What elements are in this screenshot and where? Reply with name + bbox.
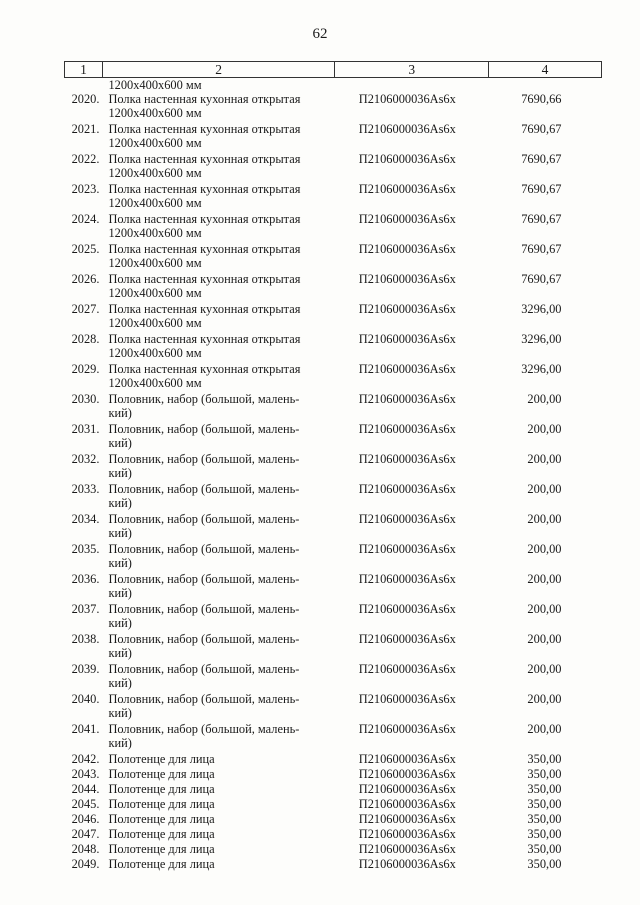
row-price: 7690,66 — [521, 92, 562, 106]
row-number: 2021. — [71, 122, 100, 136]
row-number: 2043. — [71, 767, 100, 781]
row-code: П2106000036Аs6х — [358, 512, 456, 526]
row-description — [102, 302, 334, 332]
table-row — [65, 212, 602, 242]
row-description — [102, 152, 334, 182]
table-row — [65, 362, 602, 392]
description-line: кий) — [108, 466, 132, 480]
table-row — [65, 692, 602, 722]
description-line: Полотенце для лица — [108, 797, 215, 811]
row-number: 2027. — [71, 302, 100, 316]
header-col-4: 4 — [489, 62, 602, 78]
row-description — [102, 782, 334, 797]
row-price: 350,00 — [527, 797, 562, 811]
description-line: Полотенце для лица — [108, 812, 215, 826]
row-description — [102, 572, 334, 602]
description-line: Полотенце для лица — [108, 827, 215, 841]
description-line: 1200x400x600 мм — [108, 286, 202, 300]
row-price: 7690,67 — [521, 122, 562, 136]
row-number: 2038. — [71, 632, 100, 646]
description-line: Полотенце для лица — [108, 782, 215, 796]
row-description — [102, 722, 334, 752]
items-table — [64, 61, 602, 872]
row-price: 200,00 — [527, 692, 562, 706]
description-line: 1200x400x600 мм — [108, 196, 202, 210]
description-line: кий) — [108, 556, 132, 570]
row-number: 2046. — [71, 812, 100, 826]
row-price: 200,00 — [527, 572, 562, 586]
row-description — [102, 422, 334, 452]
table-row — [65, 182, 602, 212]
row-description — [102, 752, 334, 767]
description-line: 1200x400x600 мм — [108, 346, 202, 360]
row-number: 2039. — [71, 662, 100, 676]
description-line: 1200x400x600 мм — [108, 316, 202, 330]
row-price: 200,00 — [527, 632, 562, 646]
row-number: 2036. — [71, 572, 100, 586]
row-price: 200,00 — [527, 452, 562, 466]
table-row — [65, 302, 602, 332]
row-number: 2044. — [71, 782, 100, 796]
description-line: кий) — [108, 406, 132, 420]
table-row — [65, 452, 602, 482]
description-line: 1200x400x600 мм — [108, 166, 202, 180]
row-number: 2037. — [71, 602, 100, 616]
row-code: П2106000036Аs6х — [358, 362, 456, 376]
row-code: П2106000036Аs6х — [358, 272, 456, 286]
description-line: 1200x400x600 мм — [108, 226, 202, 240]
table-row — [65, 482, 602, 512]
description-line: Половник, набор (большой, малень- — [108, 602, 300, 616]
row-price: 350,00 — [527, 767, 562, 781]
row-number: 2031. — [71, 422, 100, 436]
row-description — [102, 452, 334, 482]
row-number: 2042. — [71, 752, 100, 766]
description-line: Полка настенная кухонная открытая — [108, 362, 301, 376]
row-code: П2106000036Аs6х — [358, 212, 456, 226]
row-price: 350,00 — [527, 857, 562, 871]
description-line: 1200x400x600 мм — [108, 256, 202, 270]
row-price: 3296,00 — [521, 302, 562, 316]
description-line: Половник, набор (большой, малень- — [108, 422, 300, 436]
description-line: Полка настенная кухонная открытая — [108, 152, 301, 166]
row-number: 2025. — [71, 242, 100, 256]
continuation-text: 1200x400x600 мм — [108, 78, 202, 92]
row-description — [102, 602, 334, 632]
description-line: Половник, набор (большой, малень- — [108, 452, 300, 466]
table-row — [65, 602, 602, 632]
table-row — [65, 122, 602, 152]
description-line: кий) — [108, 436, 132, 450]
description-line: Полка настенная кухонная открытая — [108, 122, 301, 136]
table-row — [65, 842, 602, 857]
row-number: 2047. — [71, 827, 100, 841]
description-line: кий) — [108, 706, 132, 720]
row-code: П2106000036Аs6х — [358, 302, 456, 316]
description-line: Половник, набор (большой, малень- — [108, 692, 300, 706]
row-description — [102, 512, 334, 542]
description-line: Половник, набор (большой, малень- — [108, 482, 300, 496]
row-description — [102, 692, 334, 722]
row-code: П2106000036Аs6х — [358, 827, 456, 841]
row-number: 2022. — [71, 152, 100, 166]
row-description — [102, 797, 334, 812]
row-price: 200,00 — [527, 542, 562, 556]
description-line: Полка настенная кухонная открытая — [108, 302, 301, 316]
row-code: П2106000036Аs6х — [358, 767, 456, 781]
description-line: кий) — [108, 496, 132, 510]
row-description — [102, 182, 334, 212]
description-line: Половник, набор (большой, малень- — [108, 662, 300, 676]
row-code: П2106000036Аs6х — [358, 332, 456, 346]
description-line: Половник, набор (большой, малень- — [108, 572, 300, 586]
row-price: 200,00 — [527, 392, 562, 406]
description-line: Половник, набор (большой, малень- — [108, 632, 300, 646]
row-code: П2106000036Аs6х — [358, 92, 456, 106]
description-line: Половник, набор (большой, малень- — [108, 722, 300, 736]
description-line: кий) — [108, 676, 132, 690]
row-code: П2106000036Аs6х — [358, 422, 456, 436]
row-number: 2020. — [71, 92, 100, 106]
row-price: 7690,67 — [521, 182, 562, 196]
row-number: 2041. — [71, 722, 100, 736]
row-description — [102, 212, 334, 242]
row-price: 350,00 — [527, 752, 562, 766]
description-line: кий) — [108, 586, 132, 600]
description-line: Полка настенная кухонная открытая — [108, 332, 301, 346]
row-price: 200,00 — [527, 722, 562, 736]
row-description — [102, 542, 334, 572]
description-line: 1200x400x600 мм — [108, 136, 202, 150]
row-price: 7690,67 — [521, 152, 562, 166]
description-line: Полотенце для лица — [108, 842, 215, 856]
row-description — [102, 92, 334, 122]
row-code: П2106000036Аs6х — [358, 797, 456, 811]
row-code: П2106000036Аs6х — [358, 182, 456, 196]
table-row — [65, 152, 602, 182]
row-description — [102, 122, 334, 152]
row-code: П2106000036Аs6х — [358, 452, 456, 466]
row-number: 2030. — [71, 392, 100, 406]
row-price: 350,00 — [527, 812, 562, 826]
row-code: П2106000036Аs6х — [358, 812, 456, 826]
row-number: 2034. — [71, 512, 100, 526]
description-line: Полка настенная кухонная открытая — [108, 212, 301, 226]
description-line: 1200x400x600 мм — [108, 376, 202, 390]
row-price: 200,00 — [527, 512, 562, 526]
table-row — [65, 722, 602, 752]
description-line: кий) — [108, 736, 132, 750]
row-number: 2045. — [71, 797, 100, 811]
row-description — [102, 827, 334, 842]
row-description — [102, 362, 334, 392]
table-row — [65, 812, 602, 827]
description-line: Половник, набор (большой, малень- — [108, 512, 300, 526]
table-body — [65, 78, 602, 873]
description-line: 1200x400x600 мм — [108, 106, 202, 120]
description-line: Полка настенная кухонная открытая — [108, 92, 301, 106]
row-code: П2106000036Аs6х — [358, 782, 456, 796]
row-price: 350,00 — [527, 827, 562, 841]
row-description — [102, 662, 334, 692]
row-price: 7690,67 — [521, 242, 562, 256]
row-price: 7690,67 — [521, 272, 562, 286]
table-header — [65, 62, 602, 78]
row-price: 7690,67 — [521, 212, 562, 226]
row-description — [102, 857, 334, 872]
row-description — [102, 812, 334, 827]
description-line: Полка настенная кухонная открытая — [108, 272, 301, 286]
table-row — [65, 392, 602, 422]
row-number: 2023. — [71, 182, 100, 196]
row-price: 200,00 — [527, 602, 562, 616]
row-code: П2106000036Аs6х — [358, 722, 456, 736]
header-col-2: 2 — [102, 62, 334, 78]
row-code: П2106000036Аs6х — [358, 122, 456, 136]
row-code: П2106000036Аs6х — [358, 752, 456, 766]
table-row — [65, 242, 602, 272]
row-price: 200,00 — [527, 422, 562, 436]
table-row — [65, 422, 602, 452]
description-line: Полка настенная кухонная открытая — [108, 182, 301, 196]
row-description — [102, 242, 334, 272]
row-code: П2106000036Аs6х — [358, 857, 456, 871]
header-col-3: 3 — [335, 62, 489, 78]
row-code: П2106000036Аs6х — [358, 662, 456, 676]
row-description — [102, 632, 334, 662]
row-number: 2035. — [71, 542, 100, 556]
row-number: 2028. — [71, 332, 100, 346]
row-number: 2049. — [71, 857, 100, 871]
description-line: кий) — [108, 526, 132, 540]
table-row — [65, 827, 602, 842]
row-code: П2106000036Аs6х — [358, 542, 456, 556]
row-number: 2024. — [71, 212, 100, 226]
row-price: 200,00 — [527, 482, 562, 496]
page-number: 62 — [312, 26, 328, 42]
table-row — [65, 92, 602, 122]
row-description — [102, 332, 334, 362]
description-line: кий) — [108, 646, 132, 660]
table-row — [65, 782, 602, 797]
row-number: 2026. — [71, 272, 100, 286]
description-line: Полотенце для лица — [108, 767, 215, 781]
table-row — [65, 272, 602, 302]
row-price: 350,00 — [527, 782, 562, 796]
row-price: 200,00 — [527, 662, 562, 676]
description-line: Половник, набор (большой, малень- — [108, 392, 300, 406]
description-line: Полка настенная кухонная открытая — [108, 242, 301, 256]
row-code: П2106000036Аs6х — [358, 392, 456, 406]
description-line: Полотенце для лица — [108, 752, 215, 766]
continuation-row — [65, 78, 602, 93]
row-description — [102, 767, 334, 782]
row-description — [102, 272, 334, 302]
row-description — [102, 482, 334, 512]
row-code: П2106000036Аs6х — [358, 482, 456, 496]
table-row — [65, 512, 602, 542]
table-row — [65, 797, 602, 812]
table-row — [65, 332, 602, 362]
description-line: Половник, набор (большой, малень- — [108, 542, 300, 556]
table-row — [65, 752, 602, 767]
table-row — [65, 857, 602, 872]
row-code: П2106000036Аs6х — [358, 632, 456, 646]
description-line: Полотенце для лица — [108, 857, 215, 871]
table-row — [65, 572, 602, 602]
row-code: П2106000036Аs6х — [358, 692, 456, 706]
row-number: 2029. — [71, 362, 100, 376]
row-price: 3296,00 — [521, 332, 562, 346]
row-price: 350,00 — [527, 842, 562, 856]
header-col-1: 1 — [65, 62, 103, 78]
row-description — [102, 842, 334, 857]
row-code: П2106000036Аs6х — [358, 842, 456, 856]
row-code: П2106000036Аs6х — [358, 242, 456, 256]
description-line: кий) — [108, 616, 132, 630]
row-number: 2033. — [71, 482, 100, 496]
row-number: 2040. — [71, 692, 100, 706]
row-number: 2032. — [71, 452, 100, 466]
table-row — [65, 662, 602, 692]
table-row — [65, 767, 602, 782]
row-price: 3296,00 — [521, 362, 562, 376]
row-code: П2106000036Аs6х — [358, 572, 456, 586]
row-number: 2048. — [71, 842, 100, 856]
table-row — [65, 632, 602, 662]
row-code: П2106000036Аs6х — [358, 152, 456, 166]
row-description — [102, 392, 334, 422]
table-row — [65, 542, 602, 572]
row-code: П2106000036Аs6х — [358, 602, 456, 616]
